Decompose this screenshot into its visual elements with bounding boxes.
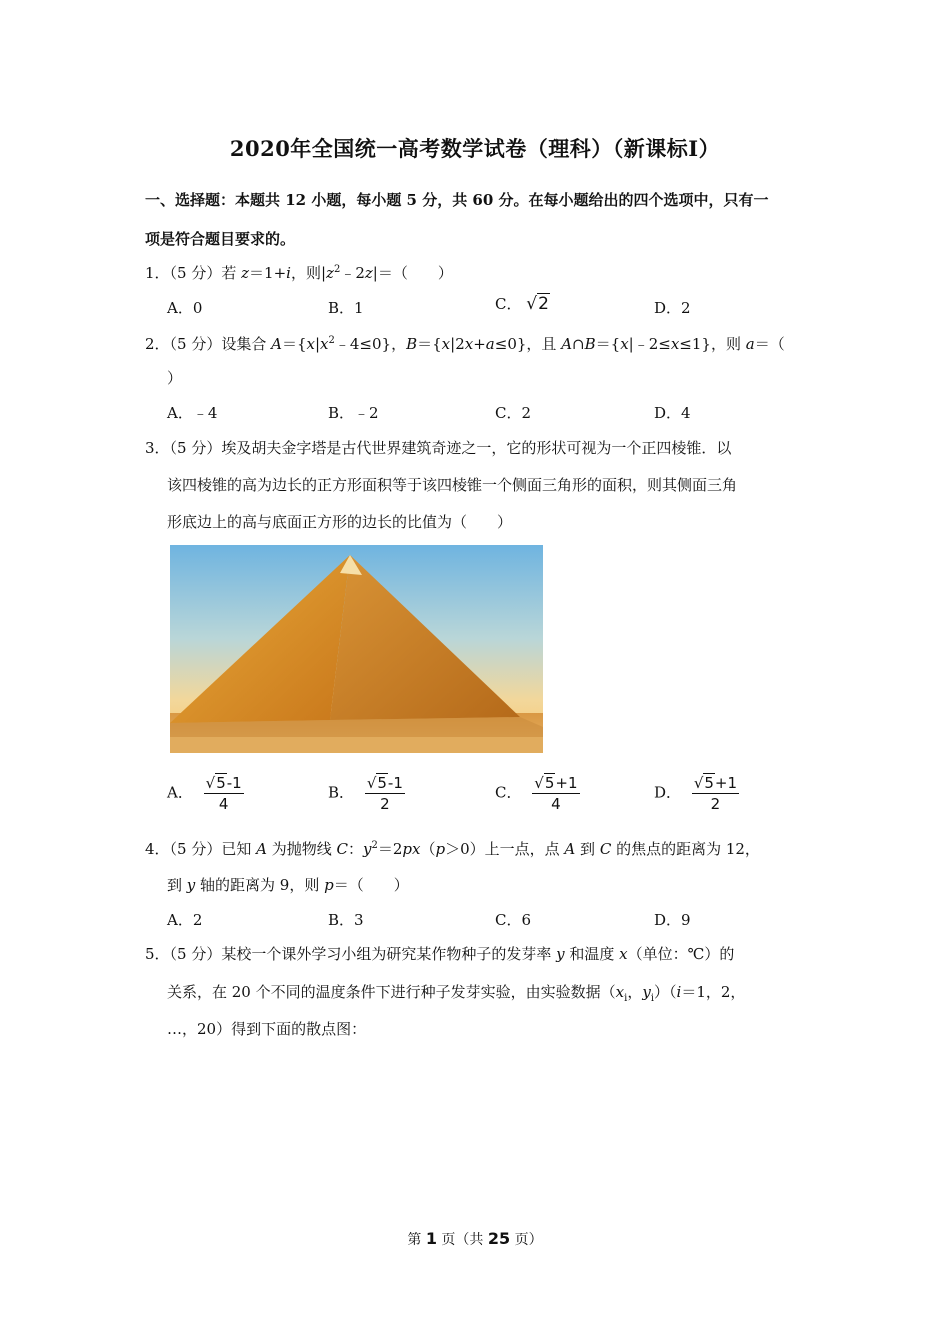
question-5-line3: …，20）得到下面的散点图： [167, 1020, 367, 1038]
q2-option-c: C．2 [495, 404, 532, 422]
section-heading-line2: 项是符合题目要求的。 [145, 230, 296, 248]
q3-option-a: A． $\frac{√5-1}{4}$ [167, 774, 242, 813]
question-5-line1: 5．（5 分）某校一个课外学习小组为研究某作物种子的发芽率 y 和温度 x（单位：℃）的 [145, 945, 735, 963]
q4-option-c: C．6 [495, 911, 532, 929]
q4-option-b: B．3 [328, 911, 364, 929]
pyramid-photo [170, 545, 543, 753]
question-2-stem-cont: ） [167, 369, 183, 387]
q1-option-d: D．2 [654, 299, 691, 317]
question-2-stem: 2．（5 分）设集合 $A=\{x|x^2﹣4\le 0\}$，B＝{x|2x+a≤0}，且 A∩B＝{x|﹣2≤x≤1}，则 a＝（ [145, 335, 785, 353]
question-3-line2: 该四棱锥的高为边长的正方形面积等于该四棱锥一个侧面三角形的面积，则其侧面三角 [167, 476, 738, 494]
q1-option-c: C． √2 [495, 294, 549, 314]
question-3-line1: 3．（5 分）埃及胡夫金字塔是古代世界建筑奇迹之一，它的形状可视为一个正四棱锥．以 [145, 439, 732, 457]
question-4-line1: 4．（5 分）已知 A 为抛物线 C：$y^2=2px(p>0)$上一点，点 A 到 C 的焦点的距离为 12， [145, 840, 760, 858]
q3-option-c: C． $\frac{√5+1}{4}$ [495, 774, 578, 813]
q4-option-a: A．2 [167, 911, 203, 929]
q4-option-d: D．9 [654, 911, 691, 929]
sqrt-symbol: √2 [526, 294, 549, 314]
q3-option-b: B． $\frac{√5-1}{2}$ [328, 774, 403, 813]
q1-option-a: A．0 [167, 299, 203, 317]
q2-option-d: D．4 [654, 404, 691, 422]
question-5-line2: 关系，在 20 个不同的温度条件下进行种子发芽实验，由实验数据（$x_i$，$y_i)(i=1$，2， [167, 983, 746, 1004]
question-4-line2: 到 y 轴的距离为 9，则 p＝（ ） [167, 876, 409, 894]
question-3-line3: 形底边上的高与底面正方形的边长的比值为（ ） [167, 513, 513, 531]
question-1-stem: 1．（5 分）若 z＝1+i，则$|z^2﹣2z|=$（ ） [145, 264, 453, 282]
q2-option-b: B．﹣2 [328, 404, 379, 422]
page-footer: 第 1 页（共 25 页） [407, 1229, 543, 1248]
q2-option-a: A．﹣4 [167, 404, 218, 422]
q3-option-d: D． $\frac{√5+1}{2}$ [654, 774, 738, 813]
page-title: 2020年全国统一高考数学试卷（理科）（新课标Ⅰ） [229, 136, 721, 161]
section-heading-line1: 一、选择题：本题共 12 小题，每小题 5 分，共 60 分。在每小题给出的四个选项中，只有一 [145, 191, 769, 209]
q1-option-b: B．1 [328, 299, 364, 317]
